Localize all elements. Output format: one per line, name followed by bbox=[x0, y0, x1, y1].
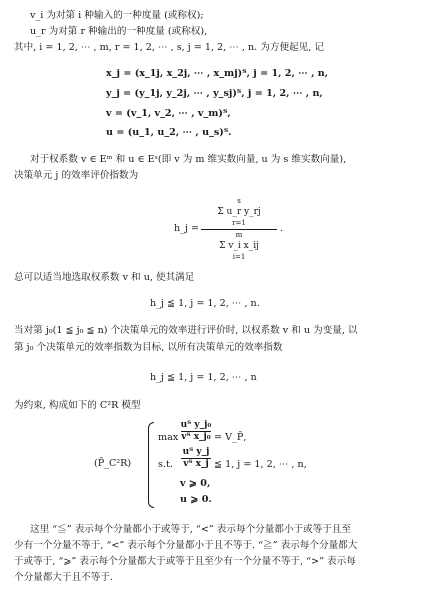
equation-u: u = (u_1, u_2, ⋯ , u_s)ᵀ. bbox=[106, 127, 232, 138]
max-denominator: vᵀ x_j₀ bbox=[181, 432, 211, 442]
max-numerator: uᵀ y_j₀ bbox=[180, 420, 212, 430]
hj-lhs: h_j = bbox=[174, 223, 200, 234]
model-line-2: 第 j₀ 个决策单元的效率指数为目标, 以所有决策单元的效率指数 bbox=[14, 342, 283, 353]
index-line: 其中, i = 1, 2, ⋯ , m, r = 1, 2, ⋯ , s, j = 1, 2, ⋯ , n. 为方便起见, 记 bbox=[14, 42, 324, 53]
weights-line-2: 决策单元 j 的效率评价指数为 bbox=[14, 170, 139, 181]
hj-num-upper-limit: s bbox=[237, 197, 241, 205]
st-label: s.t. bbox=[158, 459, 173, 470]
constraint-v: v ⩾ 0, bbox=[180, 478, 211, 489]
st-numerator: uᵀ y_j bbox=[182, 447, 210, 457]
note-line-1: 这里 “≦” 表示每个分量都小于或等于, “<” 表示每个分量都小于或等于且至 bbox=[30, 524, 352, 535]
weights-line-1: 对于权系数 v ∈ Eᵐ 和 u ∈ Eˢ(即 v 为 m 维实数向量, u 为 s 维实数向量), bbox=[30, 154, 347, 165]
note-line-2: 少有一个分量不等于, “<” 表示每个分量都小于且不等于. “≧” 表示每个分量都大 bbox=[14, 540, 358, 551]
model-line-1: 当对第 j₀(1 ≦ j₀ ≦ n) 个决策单元的效率进行评价时, 以权系数 v 和 u 为变量, 以 bbox=[14, 325, 358, 336]
equation-xj: x_j = (x_1j, x_2j, ⋯ , x_mj)ᵀ, j = 1, 2, ⋯ , n, bbox=[106, 68, 329, 79]
max-fraction bbox=[180, 420, 212, 443]
max-label: max bbox=[158, 432, 179, 443]
st-rhs: ≦ 1, j = 1, 2, ⋯ , n, bbox=[214, 459, 307, 470]
hj-den-lower-limit: i=1 bbox=[232, 253, 246, 261]
hj-denominator: Σ v_i x_ij bbox=[219, 241, 259, 251]
hj-end: . bbox=[280, 223, 284, 234]
hj-numerator: Σ u_r y_rj bbox=[217, 207, 261, 217]
model-label: (P̄_C²R) bbox=[94, 458, 132, 469]
equation-v: v = (v_1, v_2, ⋯ , v_m)ᵀ, bbox=[106, 108, 231, 119]
constraint-u: u ⩾ 0. bbox=[180, 494, 212, 505]
note-line-3: 于或等于, “⩾” 表示每个分量都大于或等于且至少有一个分量不等于, “>” 表示每 bbox=[14, 556, 356, 567]
st-fraction bbox=[180, 447, 212, 470]
st-denominator: vᵀ x_j bbox=[183, 459, 209, 469]
inequality-hj-1: h_j ≦ 1, j = 1, 2, ⋯ , n. bbox=[150, 298, 260, 309]
equation-yj: y_j = (y_1j, y_2j, ⋯ , y_sj)ᵀ, j = 1, 2, ⋯ , n, bbox=[106, 88, 323, 99]
constraint-line: 为约束, 构成如下的 C²R 模型 bbox=[14, 400, 141, 411]
choose-weights-line: 总可以适当地选取权系数 v 和 u, 使其满足 bbox=[14, 272, 195, 283]
inequality-hj-2: h_j ≦ 1, j = 1, 2, ⋯ , n bbox=[150, 372, 257, 383]
hj-num-lower-limit: r=1 bbox=[232, 219, 246, 227]
hj-den-upper-limit: m bbox=[235, 231, 243, 239]
ur-description: u_r 为对第 r 种输出的一种度量 (或称权), bbox=[30, 26, 208, 37]
hj-fraction bbox=[200, 196, 278, 263]
vi-description: v_i 为对第 i 种输入的一种度量 (或称权); bbox=[30, 10, 204, 21]
max-rhs: = V_P̄, bbox=[214, 432, 247, 443]
model-brace bbox=[148, 422, 154, 508]
note-line-4: 个分量都大于且不等于. bbox=[14, 572, 113, 583]
